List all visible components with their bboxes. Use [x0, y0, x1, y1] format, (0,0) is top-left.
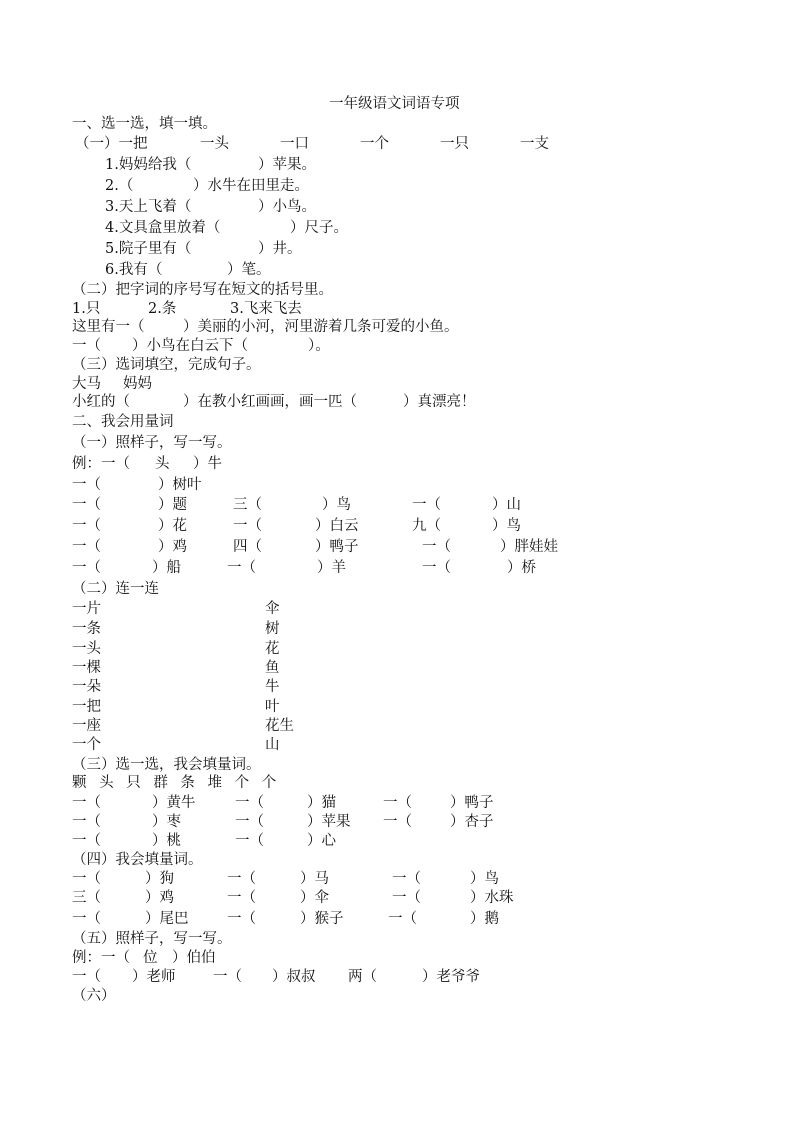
text-line: [0, 318, 793, 337]
text-segment: ）井。: [258, 241, 302, 257]
text-segment: （五）照样子，写一写。: [72, 931, 232, 947]
text-line: [0, 930, 793, 949]
text-segment: 一、选一选，填一填。: [72, 116, 217, 132]
text-line: [0, 851, 793, 870]
text-segment: 一（: [392, 890, 421, 906]
text-segment: 位: [143, 950, 158, 966]
text-segment: ）树叶: [158, 477, 202, 493]
text-segment: ）尺子。: [290, 220, 348, 236]
text-segment: 一（: [383, 814, 412, 830]
text-segment: 3.飞来飞去: [230, 301, 302, 317]
text-segment: 一（: [72, 539, 101, 555]
text-segment: ）鸟: [492, 518, 521, 534]
text-segment: 鱼: [265, 660, 280, 676]
text-segment: 一（: [72, 560, 101, 576]
document-title-line: [0, 95, 793, 114]
text-segment: ）猴子: [300, 911, 344, 927]
document-title: 一年级语文词语专项: [329, 96, 460, 112]
text-segment: 一（: [392, 871, 421, 887]
text-segment: 妈妈: [123, 376, 152, 392]
text-segment: 4.文具盒里放着（: [105, 220, 221, 236]
text-segment: （二）连一连: [72, 581, 159, 597]
text-segment: 一（: [235, 833, 264, 849]
text-segment: （一）一把: [75, 136, 148, 152]
text-segment: ）杏子: [450, 814, 494, 830]
text-line: [0, 198, 793, 217]
text-segment: 一（: [233, 518, 262, 534]
text-segment: 树: [265, 621, 280, 637]
text-segment: 一（: [235, 795, 264, 811]
text-line: [0, 281, 793, 300]
text-segment: ）鹅: [470, 911, 499, 927]
text-segment: ）花: [158, 518, 187, 534]
text-line: [0, 832, 793, 851]
text-segment: ）老师: [132, 969, 176, 985]
text-segment: 一（: [412, 497, 441, 513]
text-line: [0, 413, 793, 432]
text-segment: 一朵: [72, 679, 101, 695]
text-segment: （四）我会填量词。: [72, 852, 203, 868]
text-segment: 一（: [72, 911, 101, 927]
text-line: [0, 910, 793, 929]
text-line: [0, 375, 793, 394]
text-segment: 一个: [72, 737, 101, 753]
text-segment: ）鸡: [145, 890, 174, 906]
text-line: [0, 300, 793, 319]
text-segment: ）水珠: [470, 890, 514, 906]
text-segment: 2.（: [105, 178, 134, 194]
text-segment: ）小鸟在白云下（: [132, 338, 248, 354]
text-segment: 一（: [72, 477, 101, 493]
text-line: [0, 261, 793, 280]
text-segment: 一头: [200, 136, 229, 152]
text-line: [0, 455, 793, 474]
text-line: [0, 756, 793, 775]
text-segment: 1.妈妈给我（: [105, 157, 192, 173]
text-segment: ）。: [308, 338, 330, 354]
text-segment: 一（: [72, 833, 101, 849]
text-line: [0, 794, 793, 813]
text-line: [0, 156, 793, 175]
text-segment: ）小鸟。: [258, 199, 316, 215]
text-line: [0, 659, 793, 678]
text-segment: 三（: [72, 890, 101, 906]
text-segment: 伞: [265, 601, 280, 617]
text-segment: 颗 头 只 群 条 堆 个 个: [72, 775, 277, 791]
text-segment: 一头: [72, 641, 101, 657]
text-segment: （一）照样子，写一写。: [72, 435, 232, 451]
text-segment: 一支: [520, 136, 549, 152]
text-segment: 一（: [213, 969, 242, 985]
text-line: [0, 698, 793, 717]
text-line: [0, 538, 793, 557]
text-segment: 一（: [72, 518, 101, 534]
text-line: [0, 476, 793, 495]
text-line: [0, 774, 793, 793]
text-segment: 例：一（: [72, 456, 130, 472]
text-line: [0, 356, 793, 375]
text-segment: ）山: [492, 497, 521, 513]
text-segment: ）牛: [193, 456, 222, 472]
text-segment: （二）把字词的序号写在短文的括号里。: [72, 282, 333, 298]
text-line: [0, 517, 793, 536]
text-segment: 3.天上飞着（: [105, 199, 192, 215]
text-segment: 一棵: [72, 660, 101, 676]
text-segment: ）在教小红画画，画一匹（: [183, 394, 357, 410]
text-segment: ）鸟: [322, 497, 351, 513]
text-segment: ）胖娃娃: [500, 539, 558, 555]
text-segment: ）心: [307, 833, 336, 849]
text-segment: 2.条: [148, 301, 177, 317]
text-segment: ）羊: [317, 560, 346, 576]
text-line: [0, 678, 793, 697]
text-line: [0, 434, 793, 453]
text-segment: 一（: [388, 911, 417, 927]
text-segment: ）美丽的小河，河里游着几条可爱的小鱼。: [183, 319, 459, 335]
text-segment: ）黄牛: [152, 795, 196, 811]
text-segment: ）鸭子: [315, 539, 359, 555]
text-segment: 花: [265, 641, 280, 657]
text-segment: ）苹果。: [258, 157, 316, 173]
text-line: [0, 889, 793, 908]
text-segment: 一（: [72, 814, 101, 830]
text-line: [0, 393, 793, 412]
text-segment: 一（: [422, 539, 451, 555]
text-line: [0, 620, 793, 639]
text-segment: ）老爷爷: [422, 969, 480, 985]
text-segment: ）伞: [300, 890, 329, 906]
text-segment: 这里有一（: [72, 319, 145, 335]
text-segment: 叶: [265, 699, 280, 715]
text-segment: 九（: [412, 518, 441, 534]
text-segment: ）狗: [145, 871, 174, 887]
text-segment: 一（: [383, 795, 412, 811]
text-segment: ）鸡: [158, 539, 187, 555]
text-segment: 一（: [227, 890, 256, 906]
text-segment: 四（: [233, 539, 262, 555]
text-line: [0, 870, 793, 889]
text-segment: 一（: [227, 871, 256, 887]
text-segment: 大马: [72, 376, 101, 392]
text-segment: 二、我会用量词: [72, 414, 174, 430]
text-segment: 小红的（: [72, 394, 130, 410]
text-segment: 一只: [440, 136, 469, 152]
text-segment: ）白云: [315, 518, 359, 534]
text-segment: ）尾巴: [145, 911, 189, 927]
text-segment: （三）选词填空，完成句子。: [72, 357, 261, 373]
text-segment: （三）选一选，我会填量词。: [72, 757, 261, 773]
text-segment: ）猫: [307, 795, 336, 811]
text-segment: 两（: [348, 969, 377, 985]
text-segment: 头: [155, 456, 170, 472]
text-segment: 山: [265, 737, 280, 753]
text-segment: ）笔。: [227, 262, 271, 278]
text-segment: 5.院子里有（: [105, 241, 192, 257]
text-segment: ）船: [152, 560, 181, 576]
text-segment: ）叔叔: [272, 969, 316, 985]
text-segment: 牛: [265, 679, 280, 695]
text-line: [0, 987, 793, 1006]
text-segment: 一（: [235, 814, 264, 830]
text-line: [0, 240, 793, 259]
text-line: [0, 949, 793, 968]
text-segment: 一（: [227, 560, 256, 576]
text-segment: ）伯伯: [172, 950, 216, 966]
text-segment: ）马: [300, 871, 329, 887]
text-segment: 一（: [72, 338, 101, 354]
text-segment: 三（: [233, 497, 262, 513]
text-line: [0, 219, 793, 238]
text-segment: 一条: [72, 621, 101, 637]
text-segment: 一（: [227, 911, 256, 927]
text-segment: 一（: [72, 795, 101, 811]
text-segment: ）真漂亮！: [403, 394, 476, 410]
text-segment: 花生: [265, 718, 294, 734]
text-segment: 一（: [72, 871, 101, 887]
text-line: [0, 600, 793, 619]
text-segment: 一（: [72, 497, 101, 513]
text-segment: 一（: [72, 969, 101, 985]
text-line: [0, 135, 793, 154]
text-segment: 一座: [72, 718, 101, 734]
text-segment: （六）: [72, 988, 116, 1004]
text-segment: ）苹果: [307, 814, 351, 830]
text-segment: 一把: [72, 699, 101, 715]
text-line: [0, 968, 793, 987]
text-line: [0, 736, 793, 755]
text-line: [0, 337, 793, 356]
text-line: [0, 640, 793, 659]
text-segment: ）水牛在田里走。: [193, 178, 309, 194]
text-segment: 一口: [280, 136, 309, 152]
text-segment: ）鸭子: [450, 795, 494, 811]
text-segment: 6.我有（: [105, 262, 163, 278]
text-segment: 一个: [360, 136, 389, 152]
text-segment: 一片: [72, 601, 101, 617]
text-line: [0, 559, 793, 578]
text-segment: 例：一（: [72, 950, 130, 966]
text-line: [0, 717, 793, 736]
text-segment: 1.只: [72, 301, 101, 317]
text-line: [0, 580, 793, 599]
text-line: [0, 496, 793, 515]
text-segment: ）桃: [152, 833, 181, 849]
text-segment: ）鸟: [470, 871, 499, 887]
text-segment: ）桥: [507, 560, 536, 576]
text-segment: ）枣: [152, 814, 181, 830]
text-segment: ）题: [158, 497, 187, 513]
text-line: [0, 177, 793, 196]
text-line: [0, 115, 793, 134]
text-segment: 一（: [422, 560, 451, 576]
text-line: [0, 813, 793, 832]
